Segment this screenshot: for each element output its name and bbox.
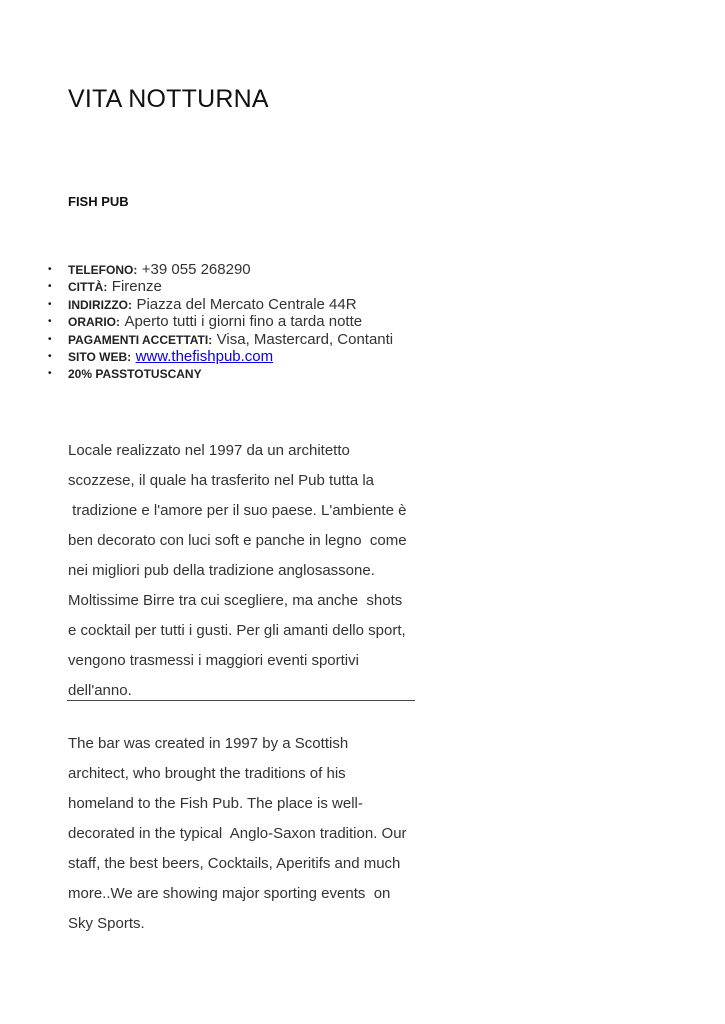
venue-name: FISH PUB [68, 194, 129, 209]
bullet-icon: • [48, 333, 52, 345]
description-english [68, 729, 418, 939]
detail-label: PAGAMENTI ACCETTATI: [68, 332, 213, 347]
bullet-icon: • [48, 281, 52, 293]
text-line: ben decorato con luci soft e panche in legno come [68, 532, 407, 549]
detail-city [48, 278, 393, 295]
bullet-icon: • [48, 264, 52, 275]
detail-label: CITTÀ: [68, 280, 108, 295]
text-line: dell'anno. [68, 682, 132, 699]
detail-payments [48, 331, 393, 348]
text-line: staff, the best beers, Cocktails, Aperitifs and much [68, 855, 401, 872]
text-line: Moltissime Birre tra cui scegliere, ma anche shots [68, 592, 403, 609]
detail-promo [48, 365, 393, 382]
detail-label: ORARIO: [68, 315, 120, 330]
detail-phone [48, 261, 393, 278]
text-line: vengono trasmessi i maggiori eventi sportivi [68, 652, 359, 669]
bullet-icon: • [48, 350, 52, 362]
city-value: Firenze [111, 278, 162, 296]
page-title: VITA NOTTURNA [68, 85, 269, 113]
text-line: decorated in the typical Anglo-Saxon tradition. Our [68, 825, 407, 842]
website-link[interactable]: www.thefishpub.com [135, 347, 274, 365]
hours-value: Aperto tutti i giorni fino a tarda notte [124, 313, 363, 331]
phone-value[interactable]: +39 055 268290 [141, 261, 251, 278]
address-value: Piazza del Mercato Centrale 44R [136, 295, 357, 313]
text-line: The bar was created in 1997 by a Scottish [68, 735, 349, 752]
bullet-icon: • [48, 368, 52, 380]
detail-website [48, 348, 393, 365]
promo-label: 20% PASSTOTUSCANY [68, 367, 202, 382]
text-line: tradizione e l'amore per il suo paese. L'ambiente è [68, 502, 407, 519]
detail-label: TELEFONO: [68, 263, 138, 277]
bullet-icon: • [48, 298, 52, 310]
text-line: Sky Sports. [68, 915, 145, 932]
text-line: more..We are showing major sporting events on [68, 885, 391, 902]
venue-details-list [48, 261, 393, 383]
section-divider [67, 700, 415, 701]
detail-address [48, 296, 393, 313]
text-line: Locale realizzato nel 1997 da un architetto [68, 442, 350, 459]
detail-hours [48, 313, 393, 330]
text-line: architect, who brought the traditions of his [68, 765, 346, 782]
detail-label: SITO WEB: [68, 349, 132, 364]
bullet-icon: • [48, 316, 52, 328]
text-line: scozzese, il quale ha trasferito nel Pub tutta la [68, 472, 375, 489]
detail-label: INDIRIZZO: [68, 297, 132, 312]
text-line: nei migliori pub della tradizione anglosassone. [68, 562, 375, 579]
description-italian [68, 436, 418, 706]
text-line: homeland to the Fish Pub. The place is well- [68, 795, 363, 812]
payments-value: Visa, Mastercard, Contanti [216, 330, 394, 348]
text-line: e cocktail per tutti i gusti. Per gli amanti dello sport, [68, 622, 406, 639]
